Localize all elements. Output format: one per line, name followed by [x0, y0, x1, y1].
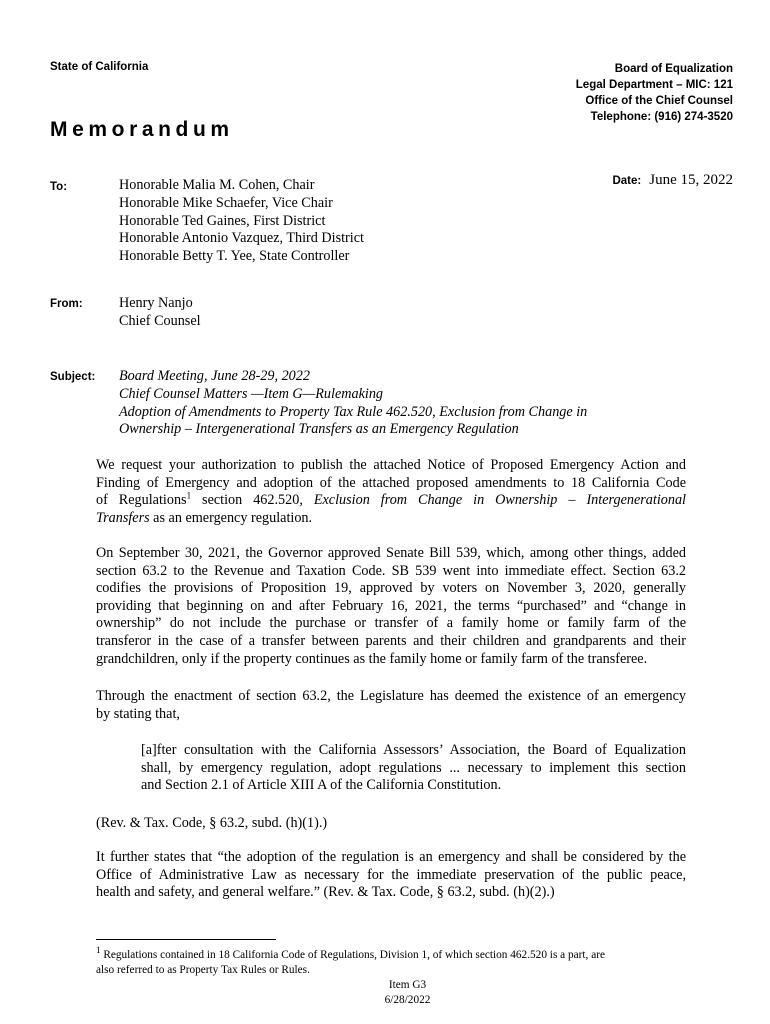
recipient: Honorable Ted Gaines, First District — [119, 212, 326, 229]
from-label: From: — [50, 298, 83, 310]
subject-line: Ownership – Intergenerational Transfers as an Emergency Regulation — [119, 421, 519, 438]
footnote-marker: 1 — [96, 945, 101, 956]
recipient-list — [119, 177, 364, 266]
paragraph-emergency — [96, 688, 686, 723]
paragraph-further — [96, 849, 686, 902]
footnote-line: also referred to as Property Tax Rules or Rules. — [96, 963, 310, 976]
text-run: of Regulations — [96, 492, 187, 509]
subject-line: Chief Counsel Matters —Item G—Rulemaking — [119, 385, 384, 402]
quote-line: shall, by emergency regulation, adopt regulations ... necessary to implement this section — [141, 759, 686, 776]
quote-line: [a]fter consultation with the California Assessors’ Association, the Board of Equalization — [141, 742, 686, 758]
recipient: Honorable Betty T. Yee, State Controller — [119, 248, 350, 265]
sender-name: Henry Nanjo — [119, 295, 193, 311]
header-agency-line: Board of Equalization — [614, 63, 733, 75]
paragraph-line — [96, 510, 686, 528]
footer-item: Item G3 — [388, 979, 427, 991]
paragraph-line: We request your authorization to publish the attached Notice of Proposed Emergency Action and — [96, 457, 686, 473]
paragraph-line: On September 30, 2021, the Governor approved Senate Bill 539, which, among other things, added — [96, 545, 686, 561]
subject-label: Subject: — [50, 371, 96, 383]
paragraph-line: codifies the provisions of Proposition 19, approved by voters on November 3, 2020, generally — [96, 580, 686, 597]
page-footer — [0, 978, 770, 1007]
footer-date: 6/28/2022 — [384, 993, 431, 1006]
date-value: June 15, 2022 — [649, 172, 733, 188]
paragraph-line — [96, 492, 686, 510]
footnote-ref: 1 — [186, 490, 192, 501]
citation: (Rev. & Tax. Code, § 63.2, subd. (h)(1).) — [96, 815, 328, 831]
header-agency-line: Telephone: (916) 274-3520 — [590, 111, 733, 123]
text-run: Regulations contained in 18 California Code of Regulations, Division 1, of which section 462.520 is a part, are — [100, 949, 605, 961]
paragraph-line: ownership” do not include the purchase or transfer of a family home or family farm of the — [96, 615, 686, 632]
to-label: To: — [50, 181, 68, 193]
recipient: Honorable Antonio Vazquez, Third District — [119, 230, 364, 247]
header-state-of-california: State of California — [50, 61, 149, 73]
recipient: Honorable Mike Schaefer, Vice Chair — [119, 194, 333, 211]
paragraph-line: Finding of Emergency and adoption of the attached proposed amendments to 18 California Code — [96, 474, 686, 491]
date-label: Date: — [612, 175, 642, 187]
footnote — [96, 945, 686, 977]
sender-block — [119, 295, 201, 331]
header-agency-line: Legal Department – MIC: 121 — [575, 79, 733, 91]
memo-title: Memorandum — [50, 118, 234, 141]
recipient: Honorable Malia M. Cohen, Chair — [119, 177, 315, 193]
header-agency-line: Office of the Chief Counsel — [585, 95, 733, 107]
paragraph-line: It further states that “the adoption of the regulation is an emergency and shall be considered by the — [96, 849, 686, 865]
text-run: section 462.520, — [191, 492, 314, 509]
footnote-divider — [96, 939, 276, 940]
header-agency-block — [576, 61, 733, 125]
paragraph-line: providing that beginning on and after February 16, 2021, the terms “purchased” and “change in — [96, 597, 686, 614]
subject-block — [119, 368, 587, 439]
subject-line: Adoption of Amendments to Property Tax Rule 462.520, Exclusion from Change in — [119, 403, 588, 420]
paragraph-line: transferor in the case of a transfer between parents and their children and grandparents and their — [96, 632, 686, 649]
regulation-title: Transfers — [96, 509, 150, 526]
paragraph-line: grandchildren, only if the property continues as the family home or family farm of the transferee. — [96, 650, 648, 667]
subject-line: Board Meeting, June 28-29, 2022 — [119, 368, 310, 384]
sender-title: Chief Counsel — [119, 312, 201, 329]
quote-line: and Section 2.1 of Article XIII A of the California Constitution. — [141, 777, 502, 794]
paragraph-line: health and safety, and general welfare.” (Rev. & Tax. Code, § 63.2, subd. (h)(2).) — [96, 884, 555, 901]
text-run: as an emergency regulation. — [149, 509, 313, 526]
regulation-title: Exclusion from Change in Ownership – Intergenerational — [313, 492, 686, 509]
date-block — [612, 171, 733, 189]
paragraph-line: by stating that, — [96, 705, 180, 722]
block-quote — [141, 742, 686, 795]
paragraph-line: section 63.2 to the Revenue and Taxation Code. SB 539 went into immediate effect. Section 63.2 — [96, 562, 686, 579]
paragraph-request — [96, 457, 686, 527]
paragraph-line: Through the enactment of section 63.2, the Legislature has deemed the existence of an emergency — [96, 688, 686, 704]
footnote-line — [96, 945, 686, 963]
paragraph-line: Office of Administrative Law as necessary for the immediate preservation of the public peace, — [96, 866, 686, 883]
paragraph-background — [96, 545, 686, 668]
